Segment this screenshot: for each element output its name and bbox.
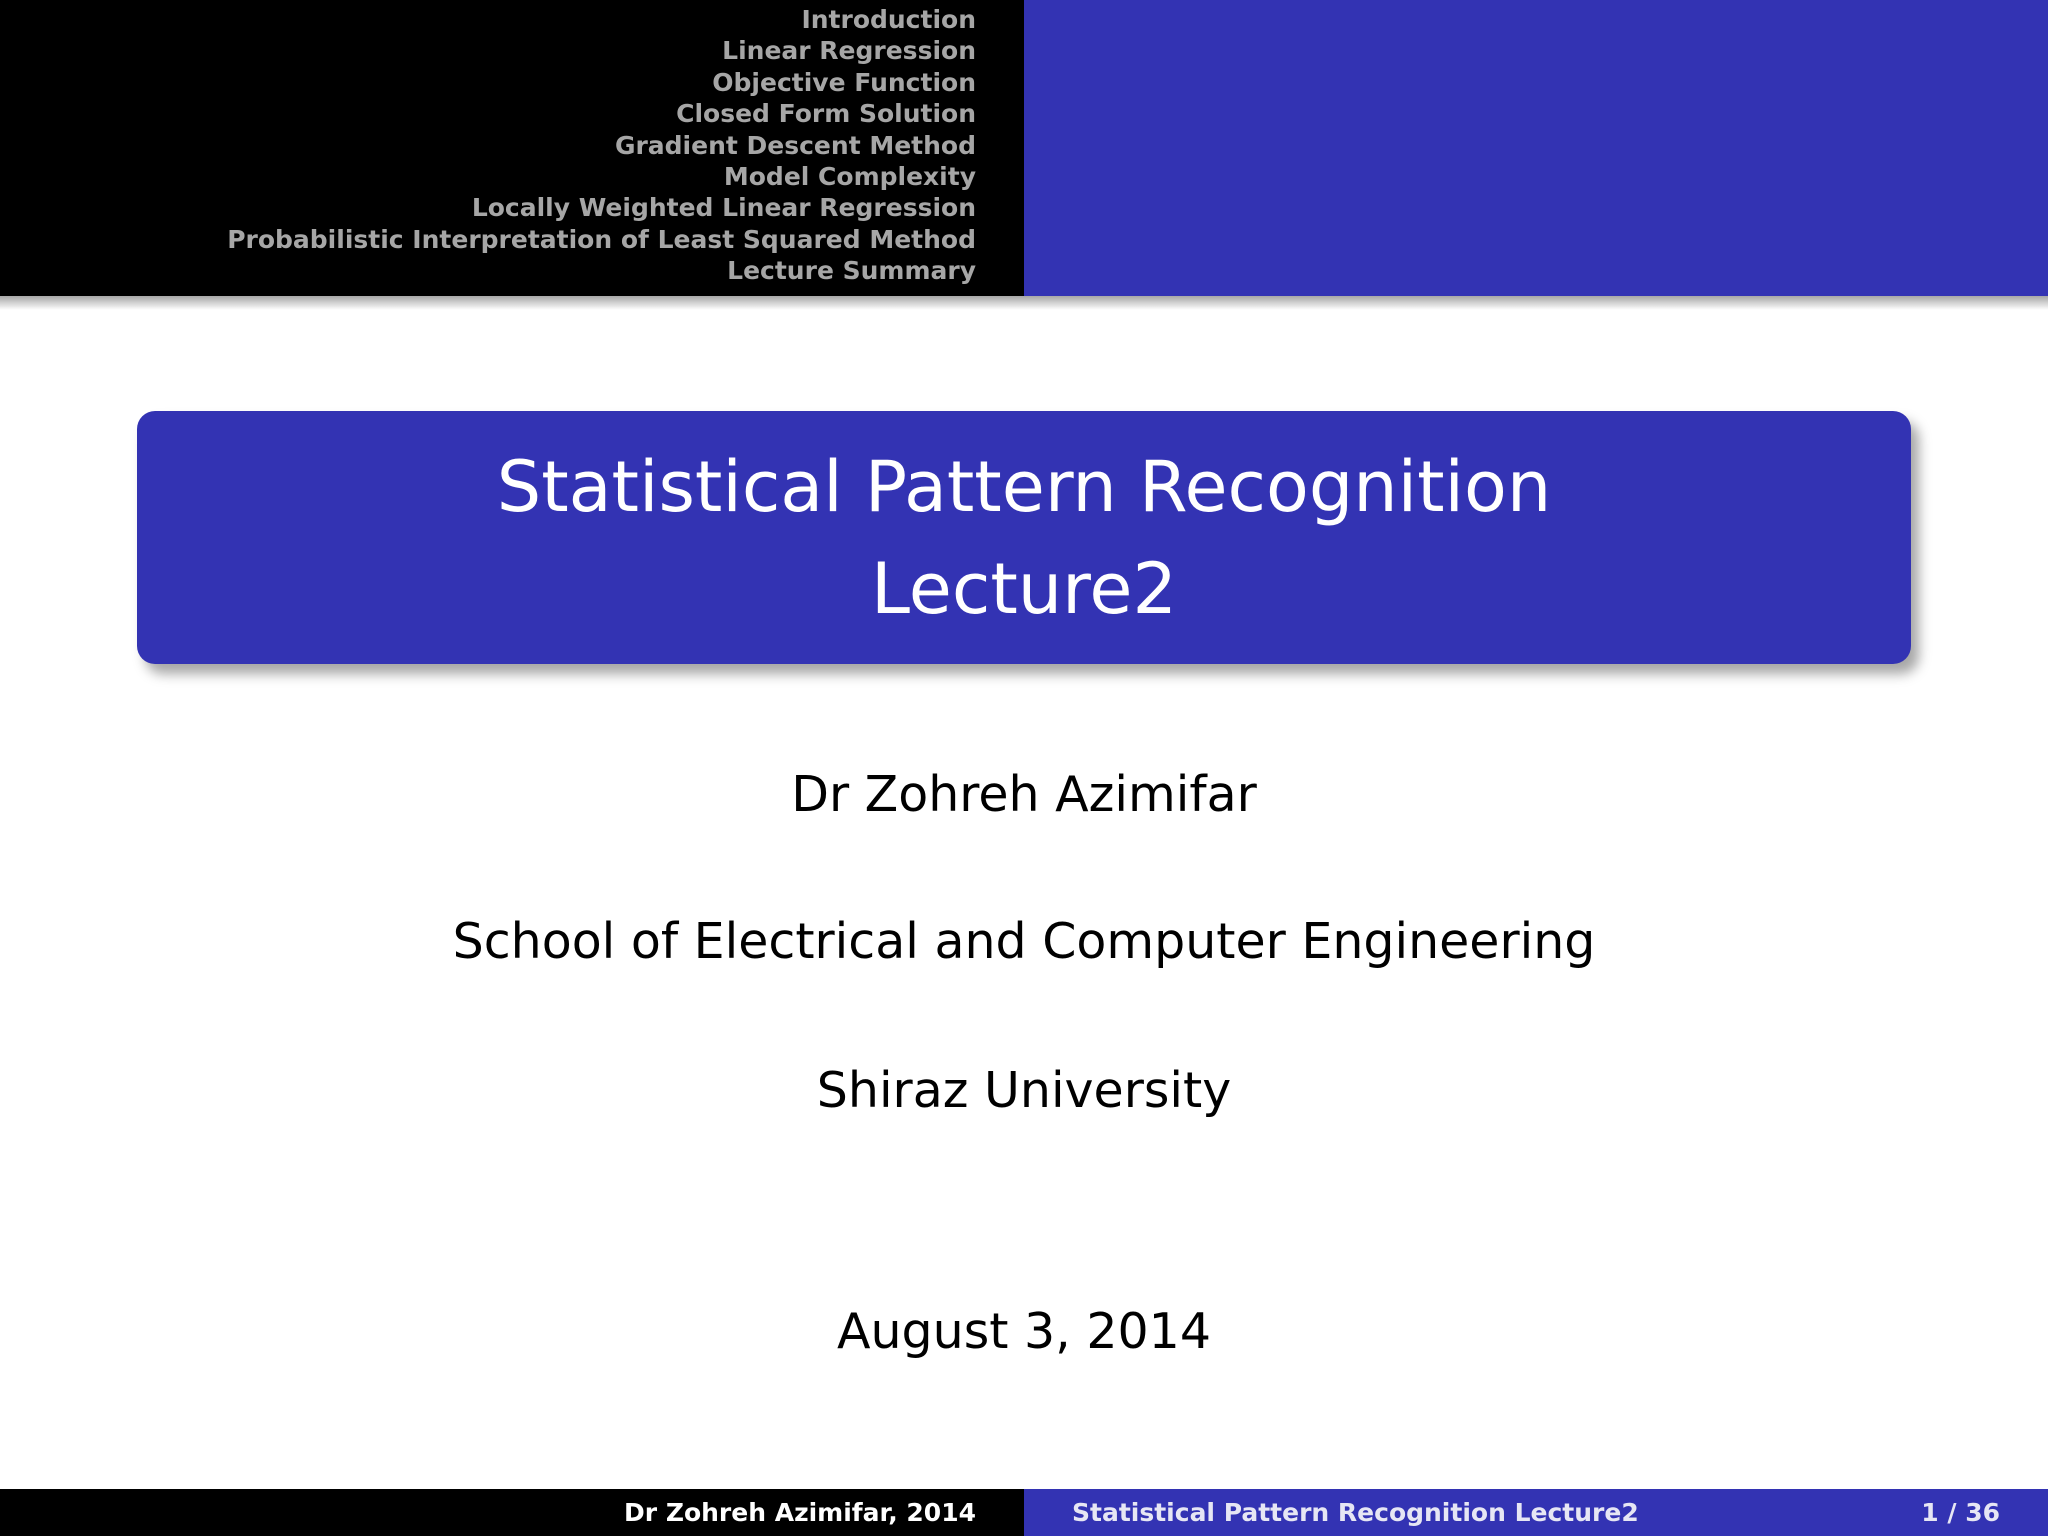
top-navigation-bar xyxy=(0,0,2048,296)
nav-item-gradient-descent-method[interactable]: Gradient Descent Method xyxy=(614,130,976,160)
nav-item-closed-form-solution[interactable]: Closed Form Solution xyxy=(676,99,976,129)
footer-short-title: Statistical Pattern Recognition Lecture2 xyxy=(1072,1498,1639,1527)
institute-name: School of Electrical and Computer Engineering xyxy=(452,913,1596,970)
footer-bar xyxy=(0,1489,2048,1536)
nav-item-model-complexity[interactable]: Model Complexity xyxy=(723,162,976,192)
footer-author-year: Dr Zohreh Azimifar, 2014 xyxy=(624,1498,976,1527)
section-navigation xyxy=(0,0,1024,296)
nav-item-probabilistic-interpretation[interactable]: Probabilistic Interpretation of Least Squared Method xyxy=(227,224,976,254)
nav-item-objective-function[interactable]: Objective Function xyxy=(712,67,976,97)
author-name: Dr Zohreh Azimifar xyxy=(791,766,1257,823)
title-block xyxy=(137,411,1911,664)
nav-shadow xyxy=(0,296,2048,310)
nav-item-introduction[interactable]: Introduction xyxy=(801,5,976,34)
nav-item-linear-regression[interactable]: Linear Regression xyxy=(722,36,976,66)
presentation-title: Statistical Pattern Recognition xyxy=(496,445,1552,528)
nav-item-lecture-summary[interactable]: Lecture Summary xyxy=(727,256,976,286)
nav-item-locally-weighted-linear-regression[interactable]: Locally Weighted Linear Regression xyxy=(471,193,976,223)
presentation-subtitle: Lecture2 xyxy=(871,547,1177,630)
university-name: Shiraz University xyxy=(816,1062,1232,1119)
footer-title-section xyxy=(1024,1489,2048,1536)
subsection-navigation xyxy=(1024,0,2048,296)
footer-author-section xyxy=(0,1489,1024,1536)
presentation-date: August 3, 2014 xyxy=(836,1303,1212,1360)
footer-page-number: 1 / 36 xyxy=(1921,1498,2000,1527)
